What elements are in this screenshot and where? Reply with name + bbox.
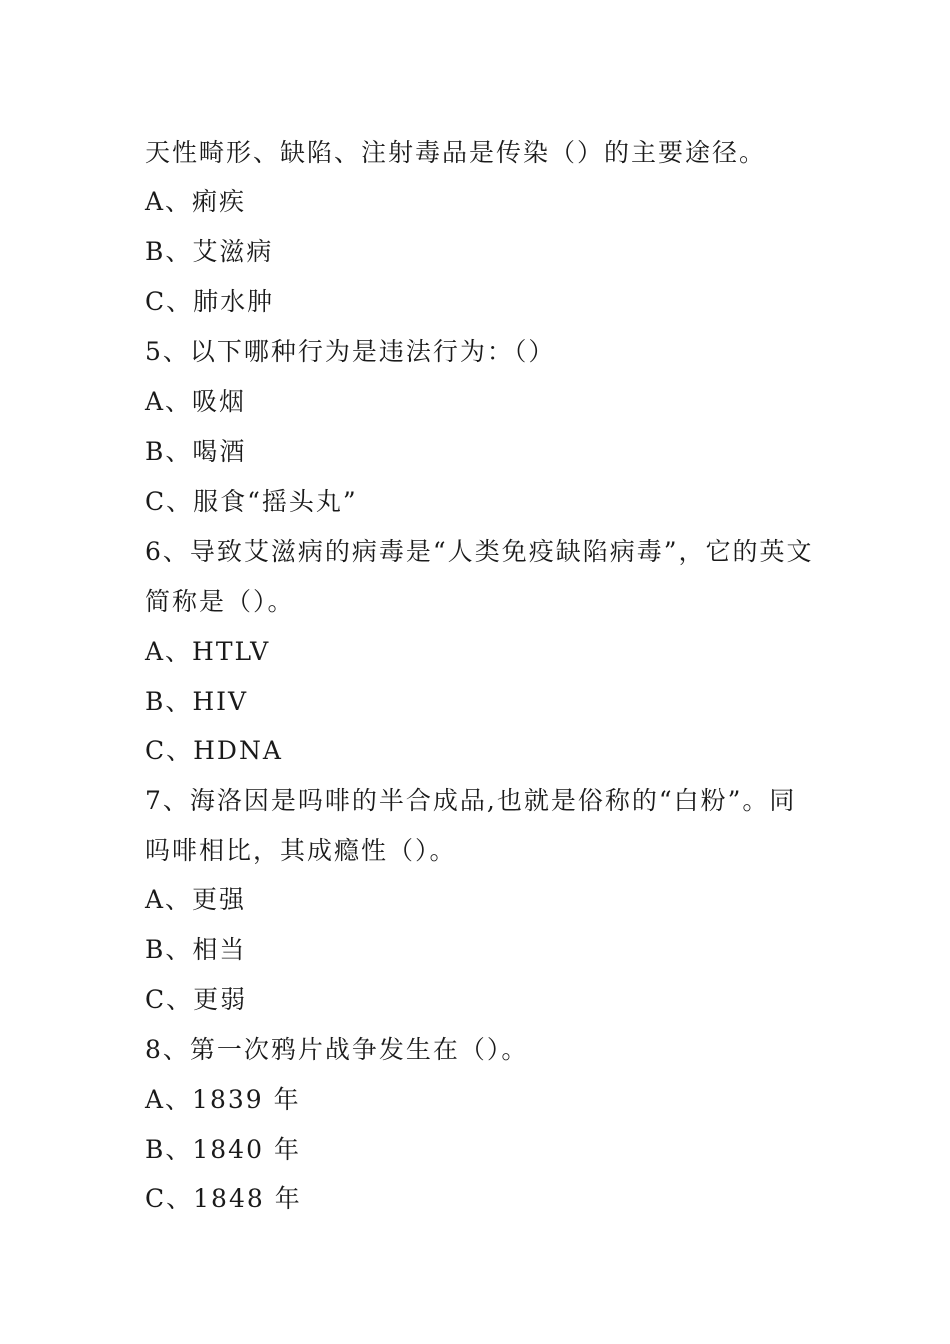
question-8-option-a: A、1839 年 — [145, 1085, 301, 1114]
question-6-text-line-1: 6、导致艾滋病的病毒是“人类免疫缺陷病毒”，它的英文 — [145, 537, 814, 566]
question-8-option-b: B、1840 年 — [145, 1135, 301, 1164]
question-5-option-c: C、服食“摇头丸” — [145, 487, 358, 516]
question-4-option-b: B、艾滋病 — [145, 237, 274, 266]
question-5-text: 5、以下哪种行为是违法行为：（） — [145, 337, 556, 366]
question-6-option-b: B、HIV — [145, 687, 249, 716]
question-5-option-a: A、吸烟 — [145, 387, 247, 416]
question-7-text-line-1: 7、海洛因是吗啡的半合成品,也就是俗称的“白粉”。同 — [145, 786, 797, 815]
question-7-text-line-2: 吗啡相比，其成瘾性（）。 — [145, 836, 457, 865]
question-7-option-a: A、更强 — [145, 885, 247, 914]
question-6-text-line-2: 简称是（）。 — [145, 587, 295, 616]
question-4-option-a: A、痢疾 — [145, 187, 247, 216]
question-4-text-continued: 天性畸形、缺陷、注射毒品是传染（）的主要途径。 — [145, 138, 767, 167]
question-6-option-a: A、HTLV — [145, 637, 271, 666]
question-6-option-c: C、HDNA — [145, 736, 283, 765]
question-7-option-b: B、相当 — [145, 935, 247, 964]
question-5-option-b: B、喝酒 — [145, 437, 247, 466]
question-4-option-c: C、肺水肿 — [145, 287, 275, 316]
question-8-option-c: C、1848 年 — [145, 1184, 302, 1213]
question-8-text: 8、第一次鸦片战争发生在（）。 — [145, 1035, 529, 1064]
question-7-option-c: C、更弱 — [145, 985, 248, 1014]
